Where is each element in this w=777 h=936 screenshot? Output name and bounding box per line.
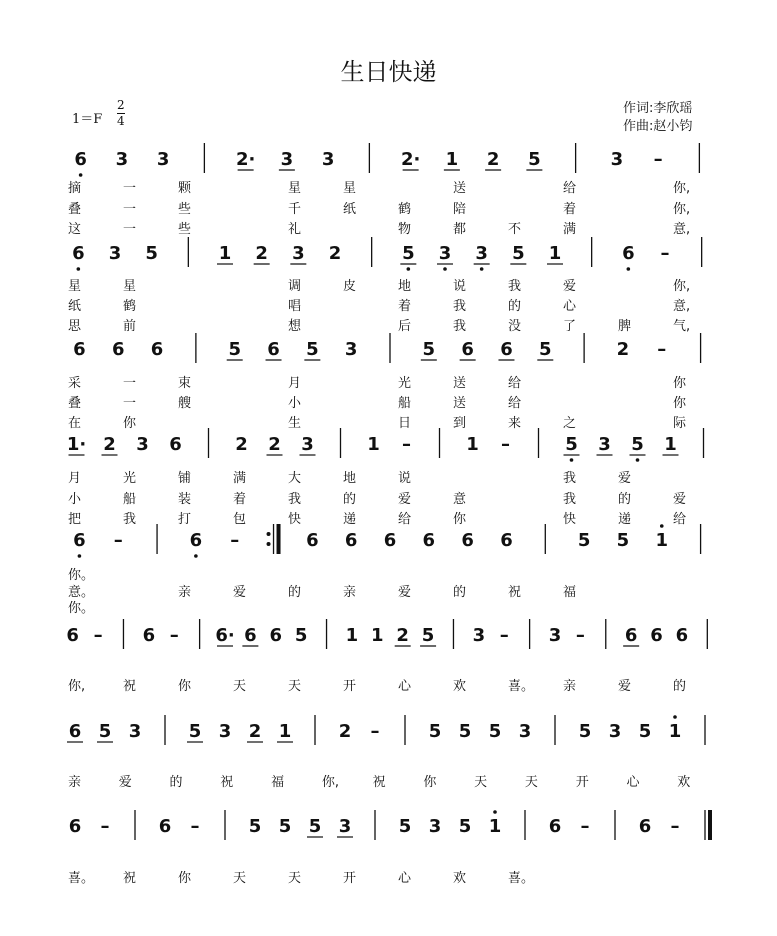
lyric: 地: [343, 471, 357, 486]
lyric: 祝: [220, 775, 234, 790]
lyric: 我: [288, 492, 302, 507]
lyric: 气,: [673, 319, 691, 334]
dash-note: –: [402, 434, 411, 455]
lyric: 亲: [68, 775, 82, 790]
lyric: 之: [563, 416, 577, 431]
note: 3: [218, 721, 232, 742]
lyric: 千: [288, 202, 302, 217]
note: 5: [578, 721, 592, 742]
lyric: 欢: [677, 775, 691, 790]
low-octave-dot: [407, 267, 411, 271]
lyric: 礼: [288, 222, 302, 237]
lyric: 小: [288, 396, 302, 411]
lyric: 天: [524, 775, 538, 790]
lyric: 你: [423, 775, 437, 790]
lyric: 后: [398, 319, 412, 334]
note: 6: [169, 434, 182, 455]
lyric: 亲: [178, 585, 192, 600]
lyric: 我: [508, 279, 522, 294]
note: 6: [624, 625, 638, 646]
lyric: 说: [453, 279, 467, 294]
lyric: 满: [563, 222, 577, 237]
lyric: 思: [68, 319, 82, 334]
lyric: 爱: [118, 775, 132, 790]
lyric: 星: [288, 181, 302, 196]
dash-note: –: [113, 530, 123, 551]
note: 2·: [235, 149, 256, 170]
note: 1: [488, 816, 502, 837]
note: 5: [421, 625, 435, 646]
lyric: 一: [123, 222, 137, 237]
lyric: 祝: [123, 679, 137, 694]
lyric: 铺: [178, 471, 192, 486]
note: 5: [188, 721, 202, 742]
note: 6: [622, 243, 635, 264]
lyric: 心: [398, 871, 412, 886]
lyric: 你。: [68, 601, 95, 616]
lyric: 颗: [178, 181, 192, 196]
note: 5: [98, 721, 112, 742]
lyric: 的: [288, 585, 302, 600]
low-octave-dot: [194, 554, 198, 558]
lyric: 你。: [68, 568, 95, 583]
time-signature-top: 2: [117, 98, 125, 112]
note: 3: [548, 625, 562, 646]
lyric: 在: [68, 416, 82, 431]
lyric: 爱: [398, 585, 412, 600]
note: 6·: [215, 625, 235, 646]
lyric: 际: [673, 416, 687, 431]
high-octave-dot: [673, 715, 677, 719]
lyric: 欢: [453, 679, 467, 694]
lyric: 的: [453, 585, 467, 600]
lyric: 着: [233, 492, 247, 507]
lyric: 爱: [563, 279, 577, 294]
note: 3: [610, 149, 624, 170]
lyric: 心: [626, 775, 640, 790]
note: 5: [539, 339, 552, 360]
lyric: 开: [575, 775, 589, 790]
lyric: 着: [398, 299, 412, 314]
dash-note: –: [499, 625, 509, 646]
lyric: 了: [563, 319, 577, 334]
lyric: 光: [123, 471, 137, 486]
lyric: 一: [123, 396, 137, 411]
note: 3: [438, 243, 452, 264]
note: 1: [664, 434, 677, 455]
note: 5: [458, 721, 472, 742]
lyric: 祝: [123, 871, 137, 886]
note: 6: [74, 149, 87, 170]
low-octave-dot: [443, 267, 447, 271]
dash-note: –: [670, 816, 680, 837]
lyric: 都: [453, 222, 467, 237]
lyric: 生: [288, 416, 302, 431]
lyric: 意。: [68, 585, 95, 600]
composer: 作曲:赵小钧: [623, 119, 693, 134]
note: 6: [500, 339, 513, 360]
lyric: 福: [563, 585, 577, 600]
note: 2: [255, 243, 268, 264]
lyric: 我: [453, 319, 467, 334]
high-octave-dot: [660, 524, 664, 528]
note: 5: [512, 243, 525, 264]
dash-note: –: [100, 816, 110, 837]
note: 3: [108, 243, 122, 264]
note: 5: [308, 816, 322, 837]
lyric: 的: [673, 679, 687, 694]
note: 6: [158, 816, 172, 837]
note: 5: [248, 816, 262, 837]
lyric: 打: [178, 512, 192, 527]
lyric: 我: [453, 299, 467, 314]
low-octave-dot: [79, 173, 83, 177]
lyric: 调: [288, 279, 302, 294]
note: 6: [68, 816, 82, 837]
lyric: 爱: [398, 492, 412, 507]
note: 6: [150, 339, 164, 360]
lyric: 给: [508, 396, 522, 411]
lyric: 送: [453, 376, 467, 391]
lyricist: 作词:李欣瑶: [623, 101, 693, 116]
lyric: 船: [123, 492, 137, 507]
lyric: 给: [673, 512, 687, 527]
note: 1: [218, 243, 232, 264]
lyric: 开: [343, 679, 357, 694]
note: 5: [402, 243, 415, 264]
note: 6: [422, 530, 436, 551]
lyric: 爱: [233, 585, 247, 600]
note: 1: [345, 625, 359, 646]
lyric: 你: [178, 679, 192, 694]
lyric: 说: [398, 471, 412, 486]
note: 5: [398, 816, 412, 837]
lyric: 月: [68, 471, 82, 486]
lyric: 包: [233, 512, 247, 527]
lyric: 天: [288, 679, 302, 694]
note: 3: [115, 149, 129, 170]
note: 6: [68, 721, 82, 742]
lyric: 天: [288, 871, 302, 886]
lyric: 大: [288, 471, 302, 486]
lyric: 些: [178, 222, 192, 237]
lyric: 月: [288, 376, 302, 391]
note: 3: [338, 816, 352, 837]
note: 6: [306, 530, 319, 551]
note: 1: [548, 243, 562, 264]
note: 5: [145, 243, 158, 264]
note: 3: [608, 721, 622, 742]
note: 5: [565, 434, 578, 455]
note: 6: [244, 625, 257, 646]
lyric: 意: [453, 492, 467, 507]
lyric: 采: [68, 376, 82, 391]
note: 3: [472, 625, 486, 646]
lyric: 星: [68, 279, 82, 294]
low-octave-dot: [627, 267, 631, 271]
note: 6: [66, 625, 79, 646]
lyric: 来: [508, 416, 522, 431]
repeat-dot: [267, 532, 271, 536]
note: 5: [428, 721, 442, 742]
note: 1: [367, 434, 380, 455]
dash-note: –: [169, 625, 179, 646]
dash-note: –: [93, 625, 103, 646]
lyric: 一: [123, 376, 137, 391]
lyric: 祝: [508, 585, 522, 600]
key-signature: 1＝F: [72, 112, 103, 127]
lyric: 皮: [343, 279, 357, 294]
lyric: 没: [508, 319, 522, 334]
lyric: 前: [123, 319, 137, 334]
lyric: 唱: [288, 299, 302, 314]
note: 6: [269, 625, 283, 646]
note: 3: [598, 434, 611, 455]
lyric: 星: [343, 181, 357, 196]
song-title: 生日快递: [340, 58, 437, 86]
note: 2: [396, 625, 409, 646]
low-octave-dot: [636, 458, 640, 462]
lyric: 的: [169, 775, 183, 790]
lyric: 小: [68, 492, 82, 507]
lyric: 亲: [343, 585, 357, 600]
dash-note: –: [370, 721, 380, 742]
lyric: 爱: [673, 492, 687, 507]
lyric: 你,: [673, 202, 691, 217]
note: 5: [638, 721, 652, 742]
lyric: 不: [508, 222, 522, 237]
note: 6: [461, 530, 474, 551]
note: 5: [528, 149, 541, 170]
time-signature-bottom: 4: [117, 114, 125, 128]
lyric: 些: [178, 202, 192, 217]
note: 2: [328, 243, 342, 264]
repeat-dot: [267, 542, 271, 546]
note: 5: [306, 339, 319, 360]
note: 6: [650, 625, 663, 646]
lyric: 星: [123, 279, 137, 294]
lyric: 你: [123, 416, 137, 431]
lyric: 想: [288, 319, 302, 334]
note: 2: [616, 339, 630, 360]
note: 2·: [400, 149, 421, 170]
lyric: 我: [123, 512, 137, 527]
lyric: 递: [618, 512, 632, 527]
lyric: 爱: [618, 471, 632, 486]
lyric: 你,: [673, 181, 691, 196]
note: 3: [280, 149, 294, 170]
low-octave-dot: [480, 267, 484, 271]
lyric: 摘: [68, 181, 82, 196]
note: 1: [445, 149, 459, 170]
note: 1·: [66, 434, 87, 455]
lyric: 束: [178, 376, 192, 391]
lyric: 你: [178, 871, 192, 886]
lyric: 亲: [563, 679, 577, 694]
lyric: 的: [343, 492, 357, 507]
lyric: 福: [271, 775, 285, 790]
dash-note: –: [501, 434, 510, 455]
note: 5: [458, 816, 472, 837]
lyric: 心: [563, 299, 577, 314]
dash-note: –: [657, 339, 667, 360]
lyric: 给: [508, 376, 522, 391]
lyric: 我: [563, 471, 577, 486]
note: 6: [111, 339, 125, 360]
lyric: 你,: [321, 775, 339, 790]
lyric: 满: [233, 471, 247, 486]
lyric: 开: [343, 871, 357, 886]
note: 1: [466, 434, 479, 455]
note: 3: [428, 816, 442, 837]
note: 6: [675, 625, 689, 646]
note: 6: [383, 530, 397, 551]
lyric: 天: [474, 775, 488, 790]
note: 5: [488, 721, 502, 742]
low-octave-dot: [78, 554, 82, 558]
lyric: 的: [618, 492, 632, 507]
lyric: 喜。: [68, 871, 95, 886]
note: 1: [668, 721, 682, 742]
dash-note: –: [230, 530, 240, 551]
note: 6: [638, 816, 652, 837]
note: 3: [128, 721, 142, 742]
lyric: 着: [563, 202, 577, 217]
note: 6: [72, 243, 85, 264]
lyric: 地: [398, 279, 412, 294]
lyric: 日: [398, 416, 412, 431]
note: 1: [371, 625, 384, 646]
lyric: 的: [508, 299, 522, 314]
note: 5: [631, 434, 644, 455]
lyric: 递: [343, 512, 357, 527]
note: 2: [338, 721, 352, 742]
lyric: 你,: [673, 279, 691, 294]
note: 2: [235, 434, 248, 455]
note: 6: [142, 625, 156, 646]
lyric: 你: [673, 396, 687, 411]
lyric: 天: [233, 679, 247, 694]
note: 3: [344, 339, 358, 360]
lyric: 快: [288, 512, 302, 527]
lyric: 纸: [68, 299, 82, 314]
note: 5: [228, 339, 241, 360]
note: 5: [422, 339, 436, 360]
lyric: 陪: [453, 202, 467, 217]
lyric: 叠: [68, 396, 82, 411]
lyric: 喜。: [508, 871, 535, 886]
lyric: 意,: [673, 222, 691, 237]
note: 5: [577, 530, 591, 551]
note: 6: [189, 530, 203, 551]
lyric: 你: [673, 376, 687, 391]
lyric: 我: [563, 492, 577, 507]
lyric: 到: [453, 416, 467, 431]
high-octave-dot: [493, 810, 497, 814]
lyric: 欢: [453, 871, 467, 886]
lyric: 心: [398, 679, 412, 694]
note: 1: [655, 530, 669, 551]
lyric: 船: [398, 396, 412, 411]
dash-note: –: [653, 149, 663, 170]
lyric: 纸: [343, 202, 357, 217]
note: 6: [73, 530, 86, 551]
note: 3: [292, 243, 305, 264]
note: 6: [344, 530, 358, 551]
lyric: 祝: [372, 775, 386, 790]
dash-note: –: [575, 625, 585, 646]
lyric: 一: [123, 181, 137, 196]
lyric: 鹤: [398, 202, 412, 217]
dash-note: –: [660, 243, 670, 264]
note: 2: [268, 434, 281, 455]
note: 2: [248, 721, 262, 742]
note: 1: [278, 721, 292, 742]
lyric: 叠: [68, 202, 82, 217]
lyric: 这: [68, 222, 82, 237]
note: 5: [294, 625, 308, 646]
lyric: 给: [398, 512, 412, 527]
note: 2: [486, 149, 500, 170]
lyric: 爱: [618, 679, 632, 694]
note: 3: [156, 149, 170, 170]
note: 3: [475, 243, 488, 264]
lyric: 给: [563, 181, 577, 196]
note: 6: [73, 339, 86, 360]
note: 6: [548, 816, 562, 837]
lyric: 把: [68, 512, 82, 527]
lyric: 天: [233, 871, 247, 886]
lyric: 光: [398, 376, 412, 391]
lyric: 物: [398, 222, 412, 237]
lyric: 一: [123, 202, 137, 217]
note: 6: [267, 339, 280, 360]
dash-note: –: [580, 816, 590, 837]
note: 3: [301, 434, 314, 455]
lyric: 意,: [673, 299, 691, 314]
lyric: 艘: [178, 396, 192, 411]
note: 5: [278, 816, 292, 837]
lyric: 装: [178, 492, 192, 507]
lyric: 你: [453, 512, 467, 527]
lyric: 送: [453, 181, 467, 196]
note: 3: [518, 721, 532, 742]
lyric: 鹤: [123, 299, 137, 314]
lyric: 送: [453, 396, 467, 411]
dash-note: –: [190, 816, 200, 837]
lyric: 脾: [618, 319, 632, 334]
note: 2: [103, 434, 116, 455]
note: 5: [616, 530, 630, 551]
note: 3: [136, 434, 149, 455]
lyric: 你,: [68, 679, 86, 694]
note: 3: [321, 149, 335, 170]
note: 6: [500, 530, 513, 551]
lyric: 喜。: [508, 679, 535, 694]
low-octave-dot: [77, 267, 81, 271]
note: 6: [461, 339, 474, 360]
lyric: 快: [563, 512, 577, 527]
low-octave-dot: [570, 458, 574, 462]
